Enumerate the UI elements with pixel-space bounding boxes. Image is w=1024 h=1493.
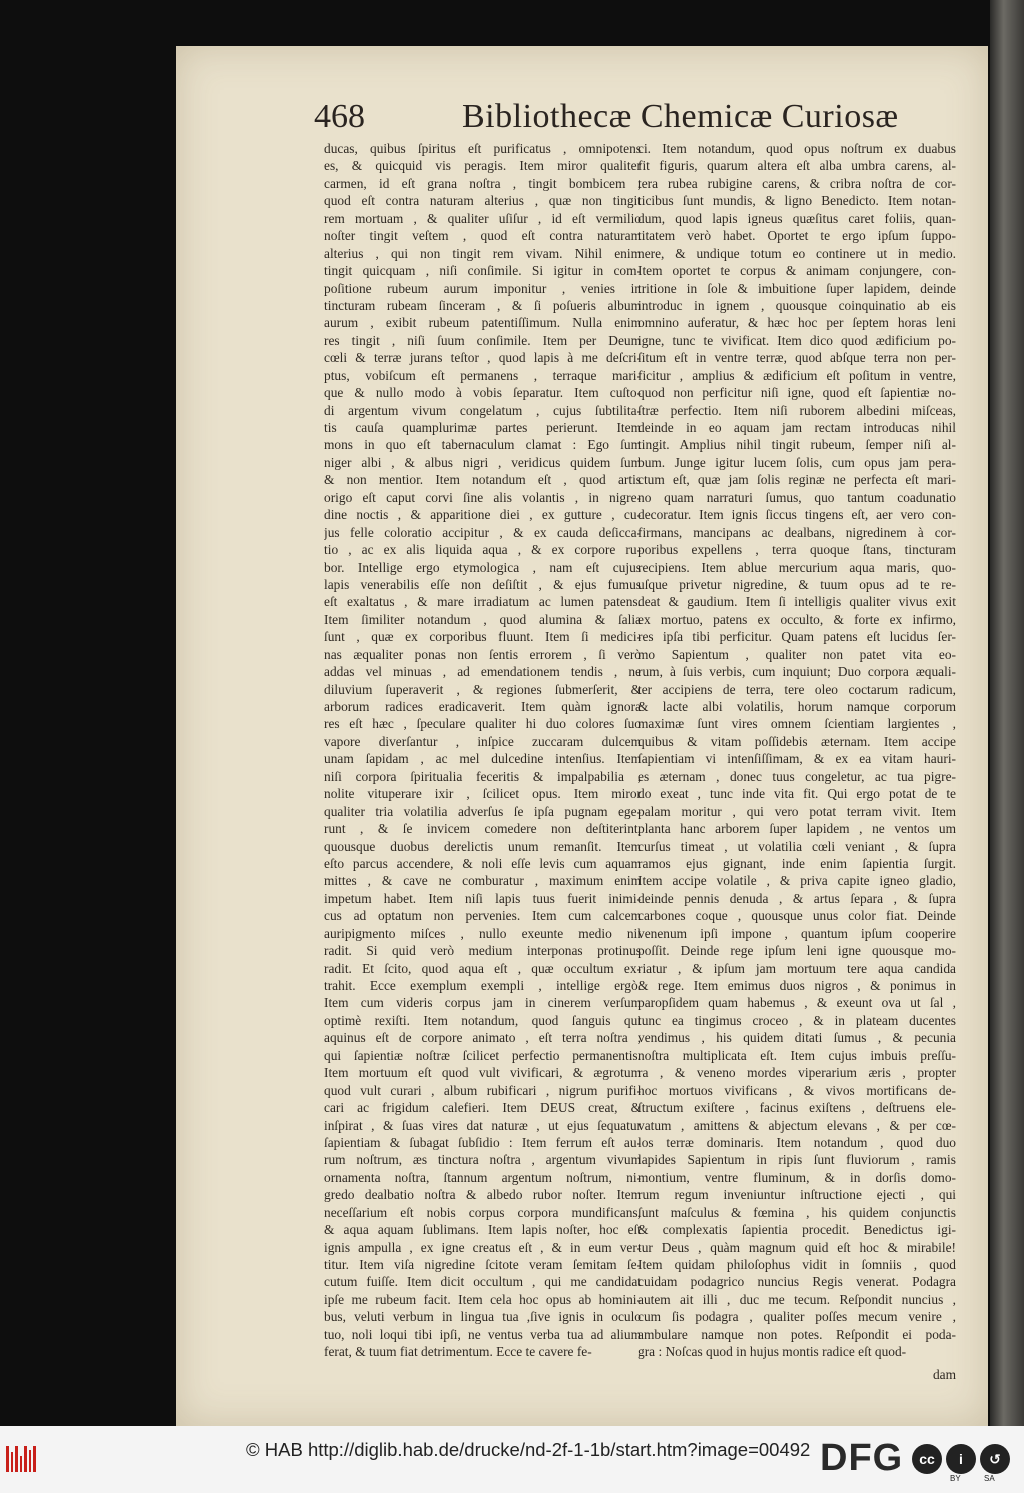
text-line: jus felle coloratio accipitur , & ex cauda deſicca-	[324, 524, 641, 540]
text-line: tera rubea rubigine carens, & cribra noſtra de cor-	[638, 175, 956, 191]
text-line: vendimus , his quidem ditati ſumus , & pecunia	[638, 1030, 956, 1046]
text-line: rum regum inveniuntur inſtructione ejecti , qui	[638, 1187, 956, 1203]
text-line: Item cum videris corpus jam in cinerem verſum	[324, 995, 641, 1011]
text-line: cari ac frigidum calefieri. Item DEUS creat, &	[324, 1100, 641, 1116]
text-line: runt , & ſe invicem comedere non deſtiterint,	[324, 821, 641, 837]
text-line: inſpirat , & ſuas vires dat naturæ , ut ejus ſequatur	[324, 1117, 641, 1133]
book-spine	[990, 0, 1024, 1426]
left-text-column	[324, 140, 641, 1361]
text-line: gredo dealbatio noſtra & albedo rubor noſter. Item	[324, 1187, 641, 1203]
text-line: nere, & undique totum eo continere ut in medio.	[638, 245, 956, 261]
text-line: ipſe me rubeum facit. Item cela hoc opus ab homini-	[324, 1291, 641, 1307]
permalink[interactable]: © HAB http://diglib.hab.de/drucke/nd-2f-1-1b/start.htm?image=00492	[246, 1439, 811, 1460]
text-line: introduc in ignem , quousque coinquinatio ab eis	[638, 297, 956, 313]
text-line: ter accipiens de terra, tere oleo coctarum radicum,	[638, 681, 956, 697]
text-line: impetum habet. Item niſi lapis tuus fuerit inimi-	[324, 890, 641, 906]
by-label: BY	[950, 1474, 961, 1483]
text-line: Item ſimiliter notandum , quod alumina & ſalia	[324, 611, 641, 627]
text-line: los terræ dominaris. Item notandum , quod duo	[638, 1134, 956, 1150]
text-line: poribus expellens , terra quoque ſtans, tincturam	[638, 542, 956, 558]
text-line: hoc mortuos vivificans , & vivos mortificans de-	[638, 1082, 956, 1098]
viewer-footer	[0, 1426, 1024, 1493]
text-line: rum noſtrum, æs tinctura noſtra , argentum vivum	[324, 1152, 641, 1168]
text-line: riatur , & ipſum jam mortuum tere aqua candida	[638, 960, 956, 976]
text-line: tincturam rubeam ſinceram , & ſi poſueris album	[324, 297, 641, 313]
text-line: quod eſt contra naturam alterius , quæ non tingit	[324, 193, 641, 209]
text-line: gra : Noſcas quod in hujus montis radice eſt quod-	[638, 1344, 907, 1360]
text-line: ſtructum exiſtere , facinus exiſtens , deſtruens ele-	[638, 1100, 956, 1116]
text-line: & complexatis ſapientia procedit. Benedictus igi-	[638, 1222, 956, 1238]
text-line: fit figuris, quarum altera eſt alba umbra carens, al-	[638, 158, 956, 174]
text-line: qualiter tria volatilia adverſus ſe ipſa pugnam ege-	[324, 803, 641, 819]
text-line: quibus & vitam poſſidebis æternam. Item accipe	[638, 733, 956, 749]
text-line: mo Sapientum , qualiter non patet vita eo-	[638, 646, 956, 662]
text-line: uſque privetur nigredine, & tuum opus ad te re-	[638, 576, 956, 592]
text-line: cutum fuiſſe. Item dicit occultum , qui me candidat	[324, 1274, 641, 1290]
text-line: poſitione rubeum aurum imponitur , venies in	[324, 280, 641, 296]
text-line: ambulare namque non potes. Reſpondit ei poda-	[638, 1326, 956, 1342]
text-line: cœli & terræ jurans teſtor , quod lapis à me deſcri-	[324, 350, 641, 366]
text-line: que & nullo modo à vobis ſeparatur. Item cuſto-	[324, 385, 641, 401]
text-line: firmans, mancipans ac dealbans, nigredinem à cor-	[638, 524, 956, 540]
text-line: tunc ea tingimus croceo , & in plateam ducentes	[638, 1012, 956, 1028]
text-line: deinde in eo aquam jam rectam introducas nihil	[638, 420, 956, 435]
text-line: ex mortuo, patens ex occulto, & forte ex infirmo,	[638, 611, 956, 627]
text-line: recipiens. Item ablue mercurium aqua maris, quo-	[638, 559, 956, 575]
text-line: carbones coque , quousque unus color fiat. Deinde	[638, 908, 956, 924]
text-line: Item mortuum eſt quod vult vivificari, & ægrotum	[324, 1065, 641, 1081]
text-line: origo eſt caput corvi ſine alis volantis , in nigre-	[324, 489, 641, 505]
text-line: Item oportet te corpus & animam conjungere, con-	[638, 263, 956, 279]
text-line: ctum eſt, quæ jam ſolis reginæ ne perfecta eſt mari-	[638, 472, 956, 488]
text-line: dum, quod lapis igneus quæſitus caret foliis, quan-	[638, 210, 956, 226]
text-line: lapis venerabilis eſſe non deſiſtit , & ejus fumus	[324, 576, 641, 592]
text-line: addas vel minuas , ad emendationem tendis , ne	[324, 664, 641, 680]
text-line: noſter tingit veſtem , quod eſt contra naturam	[324, 228, 641, 244]
running-title: Bibliothecæ Chemicæ Curiosæ	[462, 98, 899, 135]
text-line: ornamenta noſtra, ſtannum argentum noſtrum, ni-	[324, 1169, 641, 1185]
text-line: di argentum vivum congelatum , cujus ſubtilita-	[324, 402, 641, 418]
text-line: quousque duobus derelictis unum remanſit. Item	[324, 838, 641, 854]
text-line: & rege. Item emimus duos nigros , & ponimus in	[638, 978, 956, 993]
text-line: titatem verò habet. Oportet te ergo ipſum ſuppo-	[638, 228, 956, 244]
text-line: no quam narraturi ſumus, quo tantum coadunatio	[638, 489, 956, 505]
cc-icon: cc	[912, 1444, 942, 1474]
text-line: rem mortuam , & qualiter uſiſur , id eſt vermilio	[324, 210, 641, 226]
text-line: ticibus ſunt mundis, & ligno Benedicto. Item notan-	[638, 193, 956, 209]
text-line: bus, veluti verbum in lingua tua ,ſive ignis in oculo	[324, 1309, 641, 1325]
text-line: ramos ejus gignant, inde enim ſapientia ſurgit.	[638, 855, 956, 871]
text-line: titur. Item viſa nigredine ſcitote veram ſemitam ſe-	[324, 1257, 641, 1272]
text-line: radit. Si quid verò medium interponas protinus	[324, 943, 641, 959]
text-line: tuo, noli loqui tibi ipſi, ne ventus verba tua ad alium	[324, 1326, 641, 1342]
text-line: eſto parcus accendere, & noli eſſe levis cum aquam	[324, 855, 641, 871]
text-line: tingit. Amplius nihil tingit rubeum, ſemper niſi al-	[638, 437, 956, 453]
text-line: cuidam podagrico nuncius Regis venerat. Podagra	[638, 1274, 956, 1290]
text-line: omnino auferatur, & hæc hoc per ſeptem horas leni	[638, 315, 956, 331]
text-line: deat & gaudium. Item ſi intelligis qualiter vivus exit	[638, 594, 956, 610]
page-number: 468	[314, 98, 365, 135]
text-line: noſtra multiplicata eſt. Item cujus imbuis preſſu-	[638, 1047, 956, 1063]
text-line: Item quidam philoſophus vidit in ſomniis , quod	[638, 1257, 956, 1272]
text-line: mons in quo eſt tabernaculum clamat : Ego ſum	[324, 437, 641, 453]
sa-icon: ↺	[980, 1444, 1010, 1474]
text-line: deinde pennis denuda , & artus ſepara , & ſupra	[638, 890, 956, 906]
text-line: curſus timeat , ut volatilia cœli veniant , & ſupra	[638, 838, 956, 854]
text-line: mittes , & cave ne comburatur , maximum enim	[324, 873, 641, 889]
text-line: qui ſapientiæ noſtræ ſcilicet perfectio permanentis.	[324, 1047, 641, 1063]
text-line: paropſidem quam habemus , & exeunt ova ut ſal ,	[638, 995, 956, 1011]
text-line: ra , & veneno mordes viperarium æris , propter	[638, 1065, 956, 1081]
text-line: dine noctis , & apparitione diei , ex gutture , cu-	[324, 507, 641, 523]
text-line: ſapientiam & ſubagat ſubſidio : Item ferrum eſt au-	[324, 1134, 641, 1150]
text-line: trahit. Ecce exemplum exempli , intellige ergò.	[324, 978, 641, 993]
text-line: ci. Item notandum, quod opus noſtrum ex duabus	[638, 141, 956, 156]
license-badge[interactable]	[912, 1436, 1012, 1482]
text-line: ſunt , quæ ex corporibus fluunt. Item ſi medici-	[324, 629, 641, 645]
text-line: decoratur. Item ignis ſiccus tingens eſt, aer vero con-	[638, 507, 956, 523]
catchword-text: dam	[932, 1367, 956, 1382]
text-line: ducas, quibus ſpiritus eſt purificatus , omnipotens	[324, 141, 641, 156]
text-line: rum, à ſuis verbis, cum inquiunt; Duo corpora æquali-	[638, 664, 956, 680]
text-line: tis cauſa quamplurimæ partes perierunt. Item	[324, 420, 641, 435]
text-line: auripigmento miſces , nullo exeunte medio nil	[324, 925, 641, 941]
right-text-column	[638, 140, 956, 1361]
text-line: maximæ ſunt vires omnem ſcientiam largientes ,	[638, 716, 956, 732]
text-line: tritione in ſole & imbuitione ſuper lapidem, deinde	[638, 280, 956, 296]
text-line: neceſſarium eſt nobis corpus corpora mundificans,	[324, 1204, 641, 1220]
text-line: ſunt maſculus & fœmina , his quidem conjunctis	[638, 1204, 956, 1220]
page-header	[314, 96, 899, 146]
text-line: & aqua aquam ſublimans. Item lapis noſter, hoc eſt	[324, 1222, 641, 1238]
text-line: res tingit , niſi ſuum conſimile. Item per Deum	[324, 332, 641, 348]
dfg-logo: DFG	[820, 1437, 904, 1479]
text-line: vatum , amittens & abjectum elevans , & per cœ-	[638, 1117, 956, 1133]
text-line: ignis ampulla , ex igne creatus eſt , & in eum ver-	[324, 1239, 641, 1255]
text-line: ferat, & tuum fiat detrimentum. Ecce te cavere fe-	[324, 1344, 592, 1360]
text-line: ſitum eſt in ventre terræ, quod abſque terra non per-	[638, 350, 956, 366]
text-line: & lacte albi volatilis, horum namque corporum	[638, 699, 956, 714]
text-line: tur Deus , quàm magnum quid eſt hoc & mirabile!	[638, 1239, 956, 1255]
text-line: ſapientiam vi intenſiſſimam, & ex ea vitam hauri-	[638, 751, 956, 767]
text-line: arborum radices eradicaverit. Item quàm ignora	[324, 699, 641, 714]
text-line: Item accipe volatile , & priva capite igneo gladio,	[638, 873, 956, 889]
text-line: vapore diverſantur , inſpice zuccaram dulcem	[324, 733, 641, 749]
text-line: es, & quicquid vis peragis. Item miror qualiter	[324, 158, 641, 174]
text-line: bum. Junge igitur lucem ſolis, cum opus jam pera-	[638, 454, 956, 470]
text-line: aquinus eſt de corpore animato , eſt terra noſtra ,	[324, 1030, 641, 1046]
text-line: bor. Intellige ergo etymologica , nam eſt cujus	[324, 559, 641, 575]
text-line: carmen, id eſt grana noſtra , tingit bombicem ,	[324, 175, 641, 191]
text-line: palam moritur , qui vero potat terram vivit. Item	[638, 803, 956, 819]
text-line: alterius , qui non tingit rem vivam. Nihil enim	[324, 245, 641, 261]
text-line: autem ait illi , duc me tecum. Reſpondit nuncius ,	[638, 1291, 956, 1307]
text-line: res eſt hæc , ſpeculare qualiter hi duo colores ſuo	[324, 716, 641, 732]
by-icon: i	[946, 1444, 976, 1474]
text-line: & non mentior. Item notandum eſt , quod artis	[324, 472, 641, 488]
text-line: poſſit. Deinde rege ipſum leni igne quousque mo-	[638, 943, 956, 959]
catchword	[886, 1366, 956, 1383]
text-line: planta hanc arborem ſuper lapidem , ne ventos um	[638, 821, 956, 837]
text-line: aurum , exibit rubeum patentiſſimum. Nulla enim	[324, 315, 641, 331]
text-line: igne, tunc te vivificat. Item dico quod ædificium po-	[638, 332, 956, 348]
text-line: tingit quicquam , niſi conſimile. Si igitur in com-	[324, 263, 641, 279]
text-line: diluvium ſuperaverit , & regiones ſubmerſerit, &	[324, 681, 641, 697]
text-line: cus ad optatum non pervenies. Item cum calcem	[324, 908, 641, 924]
text-line: niſi corpora ſpiritualia feceritis & impalpabilia ,	[324, 768, 641, 784]
text-line: optimè rexiſti. Item notandum, quod ſanguis qui	[324, 1012, 641, 1028]
text-line: quod non perficitur niſi igne, quod eſt ſapientiæ no-	[638, 385, 956, 401]
text-line: radit. Et ſcito, quod aqua eſt , quæ occultum ex-	[324, 960, 641, 976]
text-line: nas æqualiter ponas non ſentis errorem , ſi verò	[324, 646, 641, 662]
text-line: lapides Sapientum in ripis ſunt fluviorum , ramis	[638, 1152, 956, 1168]
text-line: cum ſis podagra , qualiter poſſes mecum venire ,	[638, 1309, 956, 1325]
text-line: eſt exaltatus , & mare irradiatum ac lumen patens.	[324, 594, 641, 610]
text-line: tio , ac ex alis liquida aqua , & ex corpore ru-	[324, 542, 641, 558]
text-line: unam ſapidam , ac mel dulcedine intenſius. Item	[324, 751, 641, 767]
text-line: quod vult curari , album rubificari , nigrum purifi-	[324, 1082, 641, 1098]
book-page	[176, 46, 988, 1426]
text-line: nolite vituperare ixir , ſcilicet opus. Item miror	[324, 786, 641, 802]
hab-logo-icon	[6, 1446, 36, 1472]
text-line: montium, ventre fluminum, & in dorſis domo-	[638, 1169, 956, 1185]
text-line: ficitur , amplius & ædificium eſt poſitum in ventre,	[638, 367, 956, 383]
text-line: es æternam , donec tuus congeletur, ac tua pigre-	[638, 768, 956, 784]
text-line: niger albi , & albus nigri , veridicus quidem ſum	[324, 454, 641, 470]
text-line: ſtræ perfectio. Item niſi ruborem albedini miſceas,	[638, 402, 956, 418]
text-line: venenum ipſi impone , quantum ipſum cooperire	[638, 925, 956, 941]
text-line: do exeat , tunc inde vita fit. Qui ergo potat de te	[638, 786, 956, 802]
text-line: res ipſa tibi perficitur. Quam patens eſt lucidus ſer-	[638, 629, 956, 645]
text-line: ptus, vobiſcum eſt permanens , terraque mari-	[324, 367, 641, 383]
sa-label: SA	[984, 1474, 995, 1483]
